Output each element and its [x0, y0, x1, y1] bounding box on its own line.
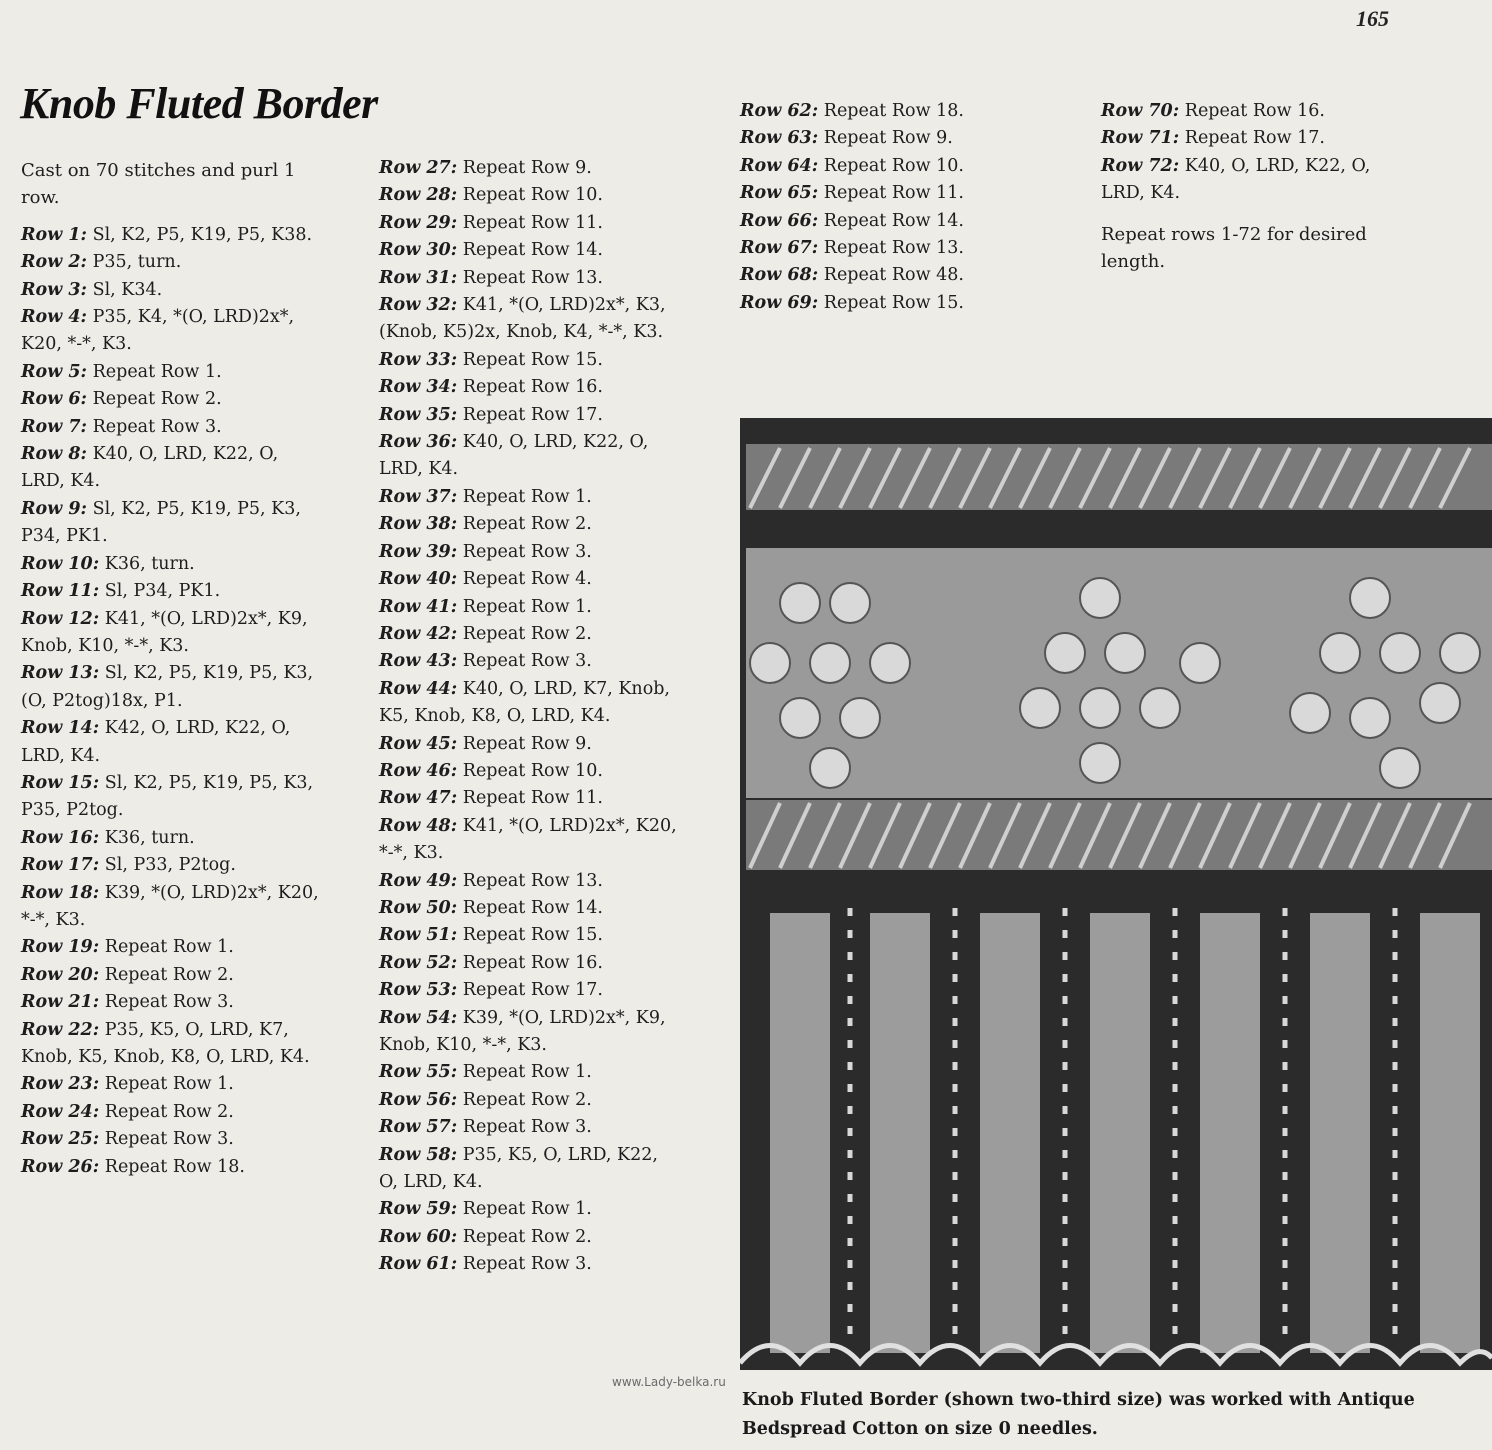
row-text: Repeat Row 2. — [462, 623, 592, 644]
row-text: Repeat Row 2. — [104, 964, 234, 985]
instruction-row — [379, 155, 679, 182]
row-text: Repeat Row 14. — [823, 210, 964, 231]
instruction-row — [379, 511, 679, 538]
row-label: Row 2: — [21, 252, 88, 273]
row-label: Row 51: — [379, 925, 458, 946]
row-text: P35, K5, O, LRD, K22, O, LRD, K4. — [379, 1144, 658, 1193]
row-label: Row 44: — [379, 678, 458, 699]
instruction-row — [740, 180, 1070, 207]
row-label: Row 64: — [740, 155, 819, 176]
row-label: Row 69: — [740, 292, 819, 313]
row-text: Repeat Row 2. — [462, 514, 592, 535]
row-label: Row 23: — [21, 1074, 100, 1095]
instruction-row — [379, 347, 679, 374]
row-text: Repeat Row 11. — [462, 212, 603, 233]
instruction-row — [379, 1224, 679, 1251]
row-text: Repeat Row 3. — [104, 992, 234, 1013]
row-text: P35, K5, O, LRD, K7, Knob, K5, Knob, K8, O, LRD, K4. — [21, 1019, 310, 1067]
watermark: www.Lady-belka.ru — [612, 1375, 726, 1389]
instruction-row — [379, 813, 679, 868]
row-label: Row 3: — [21, 279, 88, 300]
row-label: Row 57: — [379, 1117, 458, 1138]
row-label: Row 32: — [379, 295, 458, 316]
instruction-row — [740, 125, 1070, 152]
instruction-row — [740, 98, 1070, 125]
row-label: Row 27: — [379, 158, 458, 178]
row-label: Row 47: — [379, 788, 458, 809]
instruction-row — [379, 1087, 679, 1114]
page-number: 165 — [1356, 6, 1389, 31]
instruction-row — [379, 785, 679, 812]
instruction-row — [379, 950, 679, 977]
instruction-row — [379, 621, 679, 648]
row-label: Row 4: — [21, 307, 88, 328]
row-text: Repeat Row 2. — [104, 1101, 234, 1122]
row-label: Row 65: — [740, 183, 819, 204]
instruction-row — [21, 249, 321, 276]
row-label: Row 40: — [379, 569, 458, 590]
row-text: Repeat Row 3. — [462, 651, 592, 672]
row-text: Repeat Row 1. — [462, 596, 592, 617]
instruction-row — [379, 731, 679, 758]
row-text: K41, *(O, LRD)2x*, K20, *-*, K3. — [379, 815, 677, 864]
instruction-row — [1101, 98, 1401, 125]
instruction-row — [379, 1142, 679, 1197]
row-text: Repeat Row 18. — [823, 101, 964, 121]
row-text: Sl, K34. — [92, 279, 163, 300]
instructions-column-4 — [1101, 98, 1401, 275]
row-label: Row 55: — [379, 1062, 458, 1083]
row-text: K40, O, LRD, K22, O, LRD, K4. — [21, 444, 279, 492]
row-text: K39, *(O, LRD)2x*, K20, *-*, K3. — [21, 882, 319, 930]
instruction-row — [379, 1114, 679, 1141]
instruction-row — [21, 386, 321, 413]
photo-caption: Knob Fluted Border (shown two-third size) was worked with Antique Bedspread Cotton on size 0 needles. — [742, 1390, 1415, 1439]
row-label: Row 16: — [21, 827, 100, 848]
row-label: Row 46: — [379, 760, 458, 781]
row-text: Sl, K2, P5, K19, P5, K3, P35, P2tog. — [21, 772, 314, 821]
row-label: Row 61: — [379, 1254, 458, 1275]
row-text: Repeat Row 13. — [462, 870, 603, 891]
instruction-row — [21, 1071, 321, 1098]
row-label: Row 6: — [21, 389, 88, 410]
instruction-row — [379, 977, 679, 1004]
row-text: K40, O, LRD, K22, O, LRD, K4. — [1101, 155, 1371, 204]
row-text: Repeat Row 4. — [462, 569, 592, 590]
row-text: Repeat Row 11. — [462, 788, 603, 809]
instruction-row — [379, 1251, 679, 1278]
row-label: Row 19: — [21, 937, 100, 958]
instruction-row — [21, 359, 321, 386]
row-text: Repeat Row 2. — [462, 1089, 592, 1110]
row-text: Repeat Row 14. — [462, 897, 603, 918]
row-label: Row 62: — [740, 101, 819, 121]
instruction-row — [379, 539, 679, 566]
row-label: Row 42: — [379, 623, 458, 644]
row-text: Repeat Row 3. — [462, 1117, 592, 1138]
instruction-row — [21, 1099, 321, 1126]
repeat-note: Repeat rows 1-72 for desired length. — [1101, 223, 1367, 272]
instruction-row — [21, 441, 321, 496]
row-text: Repeat Row 3. — [104, 1129, 234, 1150]
instruction-row — [740, 208, 1070, 235]
row-label: Row 30: — [379, 240, 458, 261]
row-text: Repeat Row 17. — [462, 404, 603, 425]
instruction-row — [379, 1005, 679, 1060]
instruction-row — [21, 825, 321, 852]
row-label: Row 66: — [740, 210, 819, 231]
row-label: Row 5: — [21, 361, 88, 382]
row-label: Row 63: — [740, 128, 819, 149]
instruction-row — [740, 153, 1070, 180]
row-label: Row 53: — [379, 980, 458, 1001]
instruction-row — [21, 715, 321, 770]
instruction-row — [740, 290, 1070, 317]
row-text: Repeat Row 13. — [462, 267, 603, 288]
row-text: Repeat Row 3. — [462, 1254, 592, 1275]
row-text: Repeat Row 1. — [92, 361, 222, 382]
row-text: Repeat Row 15. — [462, 349, 603, 370]
row-label: Row 10: — [21, 553, 100, 574]
instruction-row — [379, 1059, 679, 1086]
instruction-row — [379, 868, 679, 895]
instruction-row — [379, 895, 679, 922]
row-text: Repeat Row 10. — [823, 155, 964, 176]
row-label: Row 9: — [21, 498, 88, 519]
row-text: Repeat Row 14. — [462, 240, 603, 261]
instruction-row — [379, 265, 679, 292]
row-text: Repeat Row 16. — [462, 377, 603, 398]
row-text: Repeat Row 15. — [823, 292, 964, 313]
row-text: Repeat Row 17. — [1184, 128, 1325, 149]
instruction-row — [21, 222, 321, 249]
row-text: Repeat Row 9. — [462, 733, 592, 754]
row-label: Row 18: — [21, 882, 100, 903]
row-text: Repeat Row 9. — [823, 128, 953, 149]
row-label: Row 54: — [379, 1007, 458, 1028]
row-label: Row 26: — [21, 1156, 100, 1177]
row-label: Row 35: — [379, 404, 458, 425]
row-text: Repeat Row 1. — [104, 937, 234, 958]
row-text: K41, *(O, LRD)2x*, K9, Knob, K10, *-*, K3. — [21, 608, 308, 656]
row-label: Row 36: — [379, 432, 458, 453]
row-label: Row 39: — [379, 541, 458, 562]
row-text: P35, K4, *(O, LRD)2x*, K20, *-*, K3. — [21, 307, 295, 355]
row-label: Row 31: — [379, 267, 458, 288]
row-text: K39, *(O, LRD)2x*, K9, Knob, K10, *-*, K3. — [379, 1007, 666, 1055]
instruction-row — [379, 922, 679, 949]
row-text: Repeat Row 2. — [462, 1226, 592, 1247]
instruction-row — [21, 1126, 321, 1153]
instruction-row — [379, 676, 679, 731]
row-text: Repeat Row 16. — [462, 952, 603, 973]
instruction-row — [379, 237, 679, 264]
row-label: Row 38: — [379, 514, 458, 535]
row-text: Repeat Row 10. — [462, 760, 603, 781]
instruction-row — [379, 402, 679, 429]
row-text: Repeat Row 3. — [92, 416, 222, 437]
instruction-row — [21, 934, 321, 961]
row-label: Row 41: — [379, 596, 458, 617]
row-text: Repeat Row 1. — [462, 1062, 592, 1083]
row-label: Row 50: — [379, 897, 458, 918]
row-label: Row 58: — [379, 1144, 458, 1165]
row-label: Row 56: — [379, 1089, 458, 1110]
instruction-row — [379, 210, 679, 237]
swatch-illustration — [740, 418, 1492, 1370]
instruction-row — [21, 880, 321, 935]
instruction-row — [379, 182, 679, 209]
row-label: Row 11: — [21, 581, 100, 602]
instruction-row — [21, 551, 321, 578]
row-label: Row 24: — [21, 1101, 100, 1122]
instruction-row — [21, 660, 321, 715]
instruction-row — [21, 770, 321, 825]
row-label: Row 15: — [21, 772, 100, 793]
row-label: Row 59: — [379, 1199, 458, 1220]
row-text: Repeat Row 48. — [823, 265, 964, 286]
instruction-row — [21, 414, 321, 441]
row-text: Repeat Row 2. — [92, 389, 222, 410]
instruction-row — [21, 578, 321, 605]
row-label: Row 72: — [1101, 155, 1180, 176]
instruction-row — [740, 235, 1070, 262]
instruction-row — [379, 648, 679, 675]
pattern-title: Knob Fluted Border — [20, 79, 378, 128]
instructions-column-1 — [21, 157, 321, 1181]
row-text: Sl, K2, P5, K19, P5, K3, P34, PK1. — [21, 498, 301, 547]
row-text: Repeat Row 10. — [462, 185, 603, 206]
instruction-row — [1101, 125, 1401, 152]
row-label: Row 29: — [379, 212, 458, 233]
instruction-row — [379, 758, 679, 785]
instruction-row — [379, 594, 679, 621]
row-label: Row 67: — [740, 238, 819, 259]
row-text: K36, turn. — [104, 827, 195, 848]
row-label: Row 21: — [21, 992, 100, 1013]
row-label: Row 28: — [379, 185, 458, 206]
row-text: K41, *(O, LRD)2x*, K3, (Knob, K5)2x, Knob, K4, *-*, K3. — [379, 295, 666, 343]
instruction-row — [21, 606, 321, 661]
row-label: Row 17: — [21, 855, 100, 876]
instruction-row — [379, 566, 679, 593]
row-text: Repeat Row 1. — [462, 1199, 592, 1220]
row-label: Row 34: — [379, 377, 458, 398]
row-text: P35, turn. — [92, 252, 182, 273]
row-text: Repeat Row 16. — [1184, 101, 1325, 121]
row-label: Row 52: — [379, 952, 458, 973]
intro-text: Cast on 70 stitches and purl 1 row. — [21, 160, 296, 209]
instruction-row — [379, 374, 679, 401]
row-label: Row 14: — [21, 718, 100, 739]
row-text: Repeat Row 11. — [823, 183, 964, 204]
row-text: Repeat Row 13. — [823, 238, 964, 259]
row-label: Row 13: — [21, 663, 100, 684]
row-text: Repeat Row 15. — [462, 925, 603, 946]
instruction-row — [21, 852, 321, 879]
instruction-row — [379, 1196, 679, 1223]
row-text: Repeat Row 17. — [462, 980, 603, 1001]
row-text: Repeat Row 1. — [462, 486, 592, 507]
row-text: Sl, K2, P5, K19, P5, K3, (O, P2tog)18x, P1. — [21, 663, 314, 711]
instruction-row — [21, 1017, 321, 1072]
row-text: Repeat Row 3. — [462, 541, 592, 562]
instruction-row — [379, 292, 679, 347]
row-label: Row 22: — [21, 1019, 100, 1040]
row-text: Sl, K2, P5, K19, P5, K38. — [92, 224, 313, 245]
row-label: Row 70: — [1101, 101, 1180, 121]
row-label: Row 48: — [379, 815, 458, 836]
instruction-row — [21, 1154, 321, 1181]
row-label: Row 71: — [1101, 128, 1180, 149]
instruction-row — [379, 484, 679, 511]
instructions-column-2 — [379, 155, 679, 1279]
row-text: Sl, P33, P2tog. — [104, 855, 236, 876]
row-label: Row 25: — [21, 1129, 100, 1150]
row-text: K36, turn. — [104, 553, 195, 574]
instructions-column-3 — [740, 98, 1070, 317]
instruction-row — [21, 304, 321, 359]
instruction-row — [21, 277, 321, 304]
row-label: Row 20: — [21, 964, 100, 985]
row-label: Row 49: — [379, 870, 458, 891]
row-label: Row 68: — [740, 265, 819, 286]
instruction-row — [1101, 153, 1401, 208]
knitting-swatch-photo — [740, 418, 1492, 1370]
instruction-row — [21, 962, 321, 989]
row-text: Repeat Row 1. — [104, 1074, 234, 1095]
row-label: Row 7: — [21, 416, 88, 437]
row-label: Row 60: — [379, 1226, 458, 1247]
row-label: Row 37: — [379, 486, 458, 507]
row-label: Row 45: — [379, 733, 458, 754]
instruction-row — [740, 262, 1070, 289]
instruction-row — [379, 429, 679, 484]
row-text: Repeat Row 18. — [104, 1156, 245, 1177]
instruction-row — [21, 496, 321, 551]
row-text: K40, O, LRD, K22, O, LRD, K4. — [379, 432, 649, 480]
row-label: Row 33: — [379, 349, 458, 370]
row-label: Row 8: — [21, 444, 88, 465]
row-label: Row 43: — [379, 651, 458, 672]
row-text: K40, O, LRD, K7, Knob, K5, Knob, K8, O, LRD, K4. — [379, 678, 670, 727]
instruction-row — [21, 989, 321, 1016]
row-label: Row 12: — [21, 608, 100, 629]
row-text: Sl, P34, PK1. — [104, 581, 221, 602]
row-label: Row 1: — [21, 224, 88, 245]
row-text: K42, O, LRD, K22, O, LRD, K4. — [21, 718, 291, 766]
row-text: Repeat Row 9. — [462, 158, 592, 178]
